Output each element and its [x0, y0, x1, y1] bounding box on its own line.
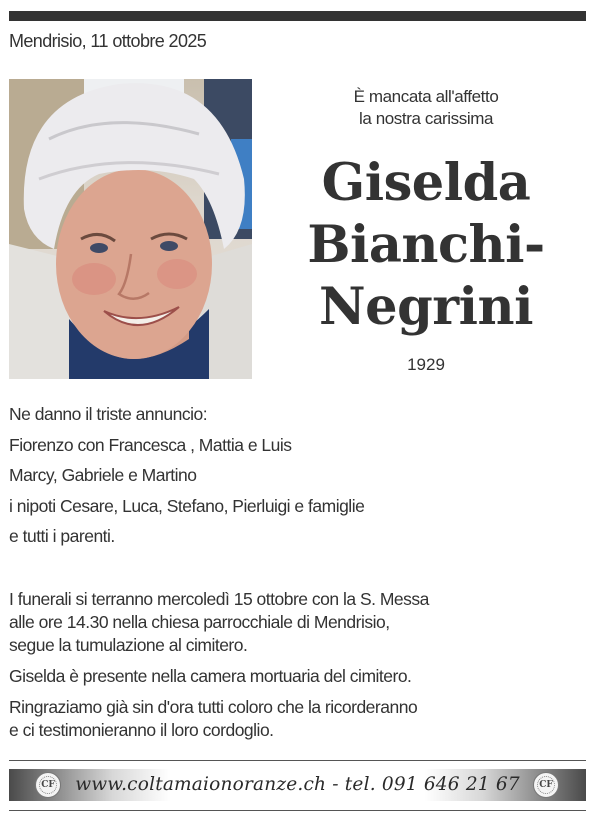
dateline: Mendrisio, 11 ottobre 2025	[9, 31, 207, 51]
deceased-name	[280, 152, 572, 338]
funeral-line: segue la tumulazione al cimitero.	[9, 635, 248, 655]
intro-line: la nostra carissima	[358, 109, 494, 128]
thanks-paragraph	[9, 696, 429, 742]
footer-banner	[9, 769, 586, 801]
viewing-paragraph	[9, 665, 429, 688]
thanks-line: Ringraziamo già sin d'ora tutti coloro che la ricorderanno	[9, 697, 418, 717]
funeral-home-logo-icon	[533, 772, 559, 798]
funeral-line: I funerali si terranno mercoledì 15 ottobre con la S. Messa	[9, 589, 429, 609]
announcement-line: Ne danno il triste annuncio:	[9, 404, 208, 424]
footer-contact-link[interactable]: www.coltamaionoranze.ch - tel. 091 646 21 67	[75, 774, 520, 795]
funeral-home-logo-icon	[35, 772, 61, 798]
logo-monogram: CF	[41, 780, 55, 790]
name-line: Giselda	[321, 153, 531, 213]
portrait-photo	[9, 79, 252, 379]
intro-line: È mancata all'affetto	[353, 87, 499, 106]
announcement-line: e tutti i parenti.	[9, 526, 115, 546]
viewing-line: Giselda è presente nella camera mortuaria del cimitero.	[9, 666, 412, 686]
birth-year: 1929	[407, 355, 445, 374]
portrait-illustration	[9, 79, 252, 379]
announcement-line: Fiorenzo con Francesca , Mattia e Luis	[9, 434, 292, 455]
logo-monogram: CF	[539, 780, 553, 790]
name-line: Bianchi-	[307, 215, 545, 275]
funeral-line: alle ore 14.30 nella chiesa parrocchiale di Mendrisio,	[9, 612, 390, 632]
announcement-line: Marcy, Gabriele e Martino	[9, 465, 197, 485]
footer-bottom-rule	[9, 810, 586, 811]
name-line: Negrini	[319, 277, 533, 337]
thanks-line: e ci testimonieranno il loro cordoglio.	[9, 720, 274, 740]
top-divider-bar	[9, 11, 586, 21]
announcement-block	[9, 403, 364, 556]
footer-top-rule	[9, 760, 586, 761]
announcement-line: i nipoti Cesare, Luca, Stefano, Pierluigi e famiglie	[9, 495, 365, 516]
funeral-paragraph	[9, 588, 429, 657]
funeral-details	[9, 588, 429, 750]
intro-text	[300, 86, 552, 130]
